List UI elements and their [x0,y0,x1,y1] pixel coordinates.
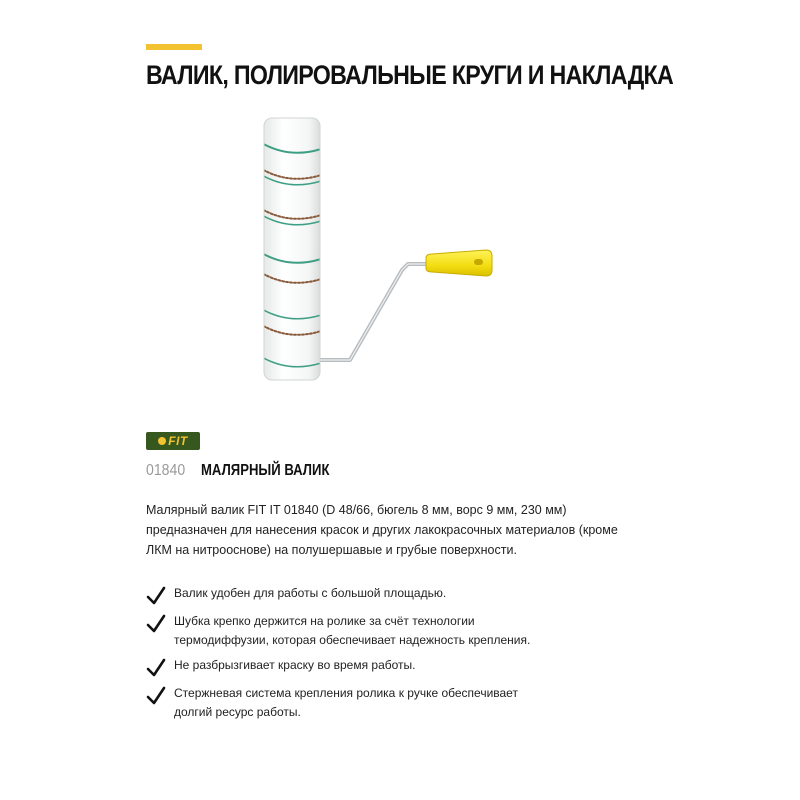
product-heading [146,462,357,480]
product-name: МАЛЯРНЫЙ ВАЛИК [200,462,329,479]
list-item [146,612,554,650]
logo-dot-icon [158,437,166,445]
list-item [146,656,554,675]
product-description: Малярный валик FIT IT 01840 (D 48/66, бюгель 8 мм, ворс 9 мм, 230 мм) предназначен для нанесения красок и других лакокрасочных материалов (кроме ЛКМ на нитрооснове) на полушершавые и грубые поверхности. [146,503,618,557]
list-item [146,684,554,722]
feature-text: Не разбрызгивает краску во время работы. [174,658,416,672]
fit-brand-logo [146,432,200,450]
page-title: ВАЛИК, ПОЛИРОВАЛЬНЫЕ КРУГИ И НАКЛАДКА [146,60,674,90]
checkmark-icon [146,658,166,678]
feature-text: Шубка крепко держится на ролике за счёт технологии термодиффузии, которая обеспечивает надежность крепления. [174,614,531,647]
checkmark-icon [146,586,166,606]
checkmark-icon [146,614,166,634]
article-number: 01840 [146,462,186,479]
list-item [146,584,554,603]
feature-text: Валик удобен для работы с большой площадью. [174,586,447,600]
checkmark-icon [146,686,166,706]
brand-logo-text: FIT [168,434,188,448]
paint-roller-icon [250,112,550,392]
feature-text: Стержневая система крепления ролика к ручке обеспечивает долгий ресурс работы. [174,686,518,719]
title-accent-bar [146,44,202,50]
